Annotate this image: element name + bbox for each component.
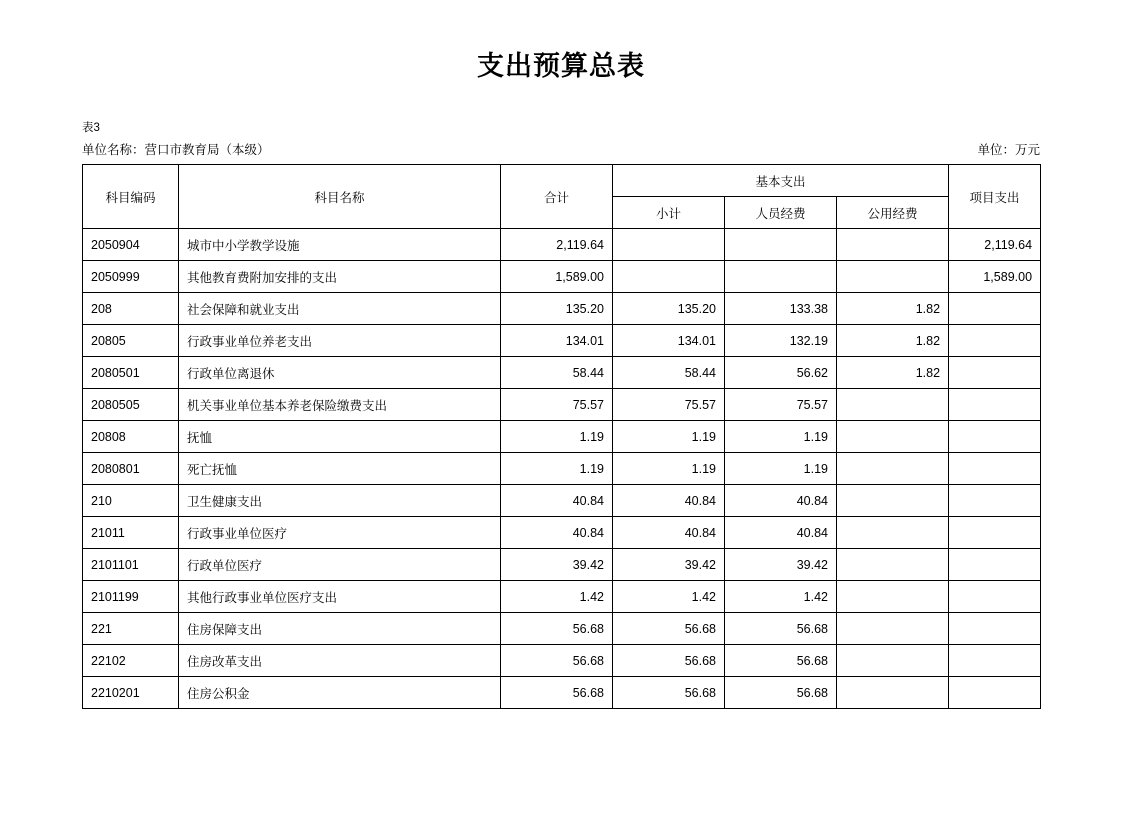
cell-project [949,421,1041,453]
cell-subtotal: 1.42 [613,581,725,613]
cell-public [837,517,949,549]
cell-project [949,517,1041,549]
cell-subtotal: 58.44 [613,357,725,389]
cell-public [837,613,949,645]
cell-public [837,677,949,709]
header-subtotal: 小计 [613,197,725,229]
cell-project: 1,589.00 [949,261,1041,293]
header-basic-expenditure: 基本支出 [613,165,949,197]
cell-public [837,453,949,485]
table-row [83,357,1041,389]
cell-public [837,485,949,517]
header-personnel: 人员经费 [725,197,837,229]
cell-name: 其他行政事业单位医疗支出 [179,581,501,613]
cell-public [837,389,949,421]
cell-name: 卫生健康支出 [179,485,501,517]
cell-public [837,261,949,293]
cell-project [949,549,1041,581]
table-row [83,453,1041,485]
table-row [83,677,1041,709]
cell-project: 2,119.64 [949,229,1041,261]
header-code: 科目编码 [83,165,179,229]
table-row [83,485,1041,517]
cell-name: 行政事业单位医疗 [179,517,501,549]
cell-name: 机关事业单位基本养老保险缴费支出 [179,389,501,421]
cell-subtotal: 75.57 [613,389,725,421]
cell-personnel: 56.68 [725,613,837,645]
cell-personnel: 1.19 [725,453,837,485]
table-row [83,517,1041,549]
cell-subtotal: 56.68 [613,645,725,677]
cell-public [837,421,949,453]
cell-project [949,325,1041,357]
cell-code: 20808 [83,421,179,453]
table-row [83,261,1041,293]
cell-code: 2101199 [83,581,179,613]
cell-project [949,389,1041,421]
table-row [83,325,1041,357]
cell-subtotal: 134.01 [613,325,725,357]
cell-name: 抚恤 [179,421,501,453]
table-row [83,229,1041,261]
table-row [83,389,1041,421]
cell-subtotal: 1.19 [613,453,725,485]
cell-name: 住房改革支出 [179,645,501,677]
table-header [83,165,1041,229]
cell-subtotal: 40.84 [613,517,725,549]
unit-name: 单位名称：营口市教育局（本级） [82,143,270,157]
cell-personnel: 56.68 [725,677,837,709]
table-row [83,613,1041,645]
cell-personnel: 40.84 [725,485,837,517]
cell-code: 2210201 [83,677,179,709]
cell-total: 56.68 [501,677,613,709]
cell-total: 39.42 [501,549,613,581]
cell-code: 210 [83,485,179,517]
cell-public: 1.82 [837,357,949,389]
cell-code: 221 [83,613,179,645]
cell-personnel: 132.19 [725,325,837,357]
cell-public [837,229,949,261]
cell-name: 死亡抚恤 [179,453,501,485]
cell-subtotal: 40.84 [613,485,725,517]
cell-personnel: 39.42 [725,549,837,581]
cell-subtotal: 1.19 [613,421,725,453]
header-total: 合计 [501,165,613,229]
table-row [83,549,1041,581]
cell-public [837,581,949,613]
cell-subtotal [613,229,725,261]
table-row [83,293,1041,325]
unit-measure: 单位：万元 [977,143,1040,157]
cell-code: 2080801 [83,453,179,485]
cell-name: 社会保障和就业支出 [179,293,501,325]
cell-project [949,485,1041,517]
cell-public [837,549,949,581]
cell-code: 2080501 [83,357,179,389]
cell-subtotal [613,261,725,293]
page-title: 支出预算总表 [477,51,645,81]
cell-total: 1.19 [501,421,613,453]
cell-personnel: 1.42 [725,581,837,613]
cell-personnel: 40.84 [725,517,837,549]
cell-personnel [725,261,837,293]
cell-public [837,645,949,677]
cell-total: 1,589.00 [501,261,613,293]
cell-total: 40.84 [501,517,613,549]
cell-name: 住房公积金 [179,677,501,709]
cell-personnel: 133.38 [725,293,837,325]
cell-code: 2050999 [83,261,179,293]
cell-code: 2080505 [83,389,179,421]
header-project: 项目支出 [949,165,1041,229]
cell-project [949,453,1041,485]
cell-code: 2101101 [83,549,179,581]
cell-subtotal: 135.20 [613,293,725,325]
cell-total: 56.68 [501,645,613,677]
cell-personnel: 75.57 [725,389,837,421]
header-name: 科目名称 [179,165,501,229]
cell-public: 1.82 [837,325,949,357]
header-public: 公用经费 [837,197,949,229]
cell-project [949,645,1041,677]
cell-project [949,613,1041,645]
cell-code: 21011 [83,517,179,549]
table-body [83,229,1041,709]
cell-total: 134.01 [501,325,613,357]
cell-total: 75.57 [501,389,613,421]
cell-project [949,357,1041,389]
table-label: 表3 [82,122,100,134]
cell-name: 行政单位离退休 [179,357,501,389]
cell-project [949,293,1041,325]
table-row [83,581,1041,613]
cell-total: 58.44 [501,357,613,389]
cell-personnel [725,229,837,261]
cell-name: 城市中小学教学设施 [179,229,501,261]
table-meta [82,119,1040,158]
cell-personnel: 56.68 [725,645,837,677]
budget-table [82,164,1041,709]
cell-code: 2050904 [83,229,179,261]
cell-subtotal: 39.42 [613,549,725,581]
cell-code: 20805 [83,325,179,357]
cell-subtotal: 56.68 [613,613,725,645]
document-page [0,44,1122,837]
cell-name: 住房保障支出 [179,613,501,645]
cell-name: 行政单位医疗 [179,549,501,581]
cell-personnel: 1.19 [725,421,837,453]
cell-personnel: 56.62 [725,357,837,389]
cell-public: 1.82 [837,293,949,325]
cell-name: 其他教育费附加安排的支出 [179,261,501,293]
cell-total: 2,119.64 [501,229,613,261]
cell-code: 22102 [83,645,179,677]
cell-code: 208 [83,293,179,325]
cell-total: 56.68 [501,613,613,645]
cell-total: 1.19 [501,453,613,485]
table-row [83,421,1041,453]
table-row [83,645,1041,677]
cell-total: 40.84 [501,485,613,517]
cell-subtotal: 56.68 [613,677,725,709]
cell-project [949,581,1041,613]
cell-total: 135.20 [501,293,613,325]
cell-project [949,677,1041,709]
cell-total: 1.42 [501,581,613,613]
cell-name: 行政事业单位养老支出 [179,325,501,357]
